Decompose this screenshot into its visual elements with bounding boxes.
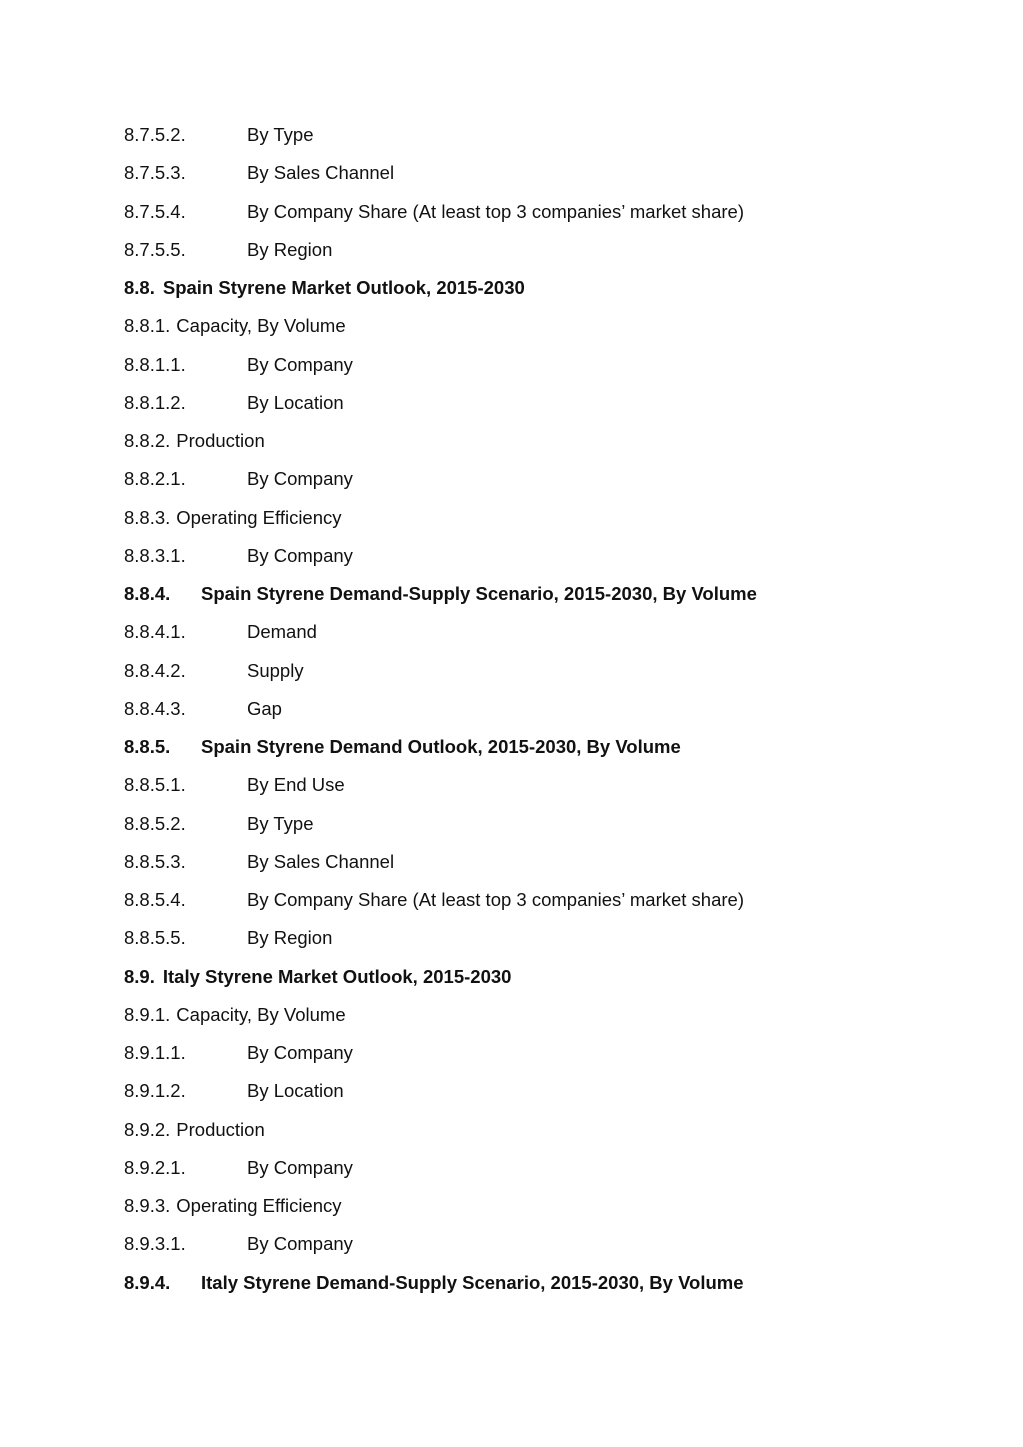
toc-entry-title: Operating Efficiency bbox=[176, 506, 342, 528]
toc-entry bbox=[124, 690, 984, 728]
toc-entry bbox=[124, 154, 984, 192]
toc-entry-number: 8.7.5.2. bbox=[124, 124, 186, 145]
toc-entry-number: 8.8.4.1. bbox=[124, 621, 186, 643]
toc-entry bbox=[124, 384, 984, 422]
toc-entry-number: 8.9.3.1. bbox=[124, 1233, 186, 1255]
toc-entry bbox=[124, 1034, 984, 1072]
toc-entry-title: Spain Styrene Demand-Supply Scenario, 2015-2030, By Volume bbox=[201, 583, 757, 604]
toc-entry bbox=[124, 116, 984, 154]
toc-entry bbox=[124, 919, 984, 957]
toc-entry-title: Demand bbox=[247, 621, 317, 643]
toc-entry-title: Production bbox=[176, 430, 265, 451]
toc-entry-number: 8.7.5.3. bbox=[124, 162, 186, 184]
toc-entry bbox=[124, 766, 984, 804]
toc-entry-title: By Company Share (At least top 3 companies’ market share) bbox=[247, 889, 744, 910]
toc-entry bbox=[124, 1187, 984, 1225]
toc-entry-title: By Company bbox=[247, 1156, 353, 1178]
toc-entry-number: 8.7.5.5. bbox=[124, 238, 186, 260]
toc-entry-number: 8.8.5. bbox=[124, 736, 171, 757]
toc-entry bbox=[124, 1149, 984, 1187]
toc-entry-title: By End Use bbox=[247, 774, 345, 796]
toc-entry bbox=[124, 1225, 984, 1263]
toc-entry-number: 8.8.4. bbox=[124, 583, 171, 604]
toc-entry bbox=[124, 996, 984, 1034]
table-of-contents bbox=[124, 116, 984, 1302]
toc-entry bbox=[124, 422, 984, 460]
toc-subsection-heading bbox=[124, 575, 984, 613]
toc-entry bbox=[124, 346, 984, 384]
toc-entry-title: By Sales Channel bbox=[247, 162, 395, 184]
toc-entry-title: By Company bbox=[247, 1233, 353, 1255]
toc-entry bbox=[124, 499, 984, 537]
toc-section-heading bbox=[124, 269, 984, 307]
toc-entry-title: By Type bbox=[247, 124, 314, 145]
toc-entry-number: 8.9.1.1. bbox=[124, 1042, 186, 1063]
toc-entry bbox=[124, 307, 984, 345]
toc-entry-number: 8.8.5.3. bbox=[124, 850, 186, 872]
toc-subsection-heading bbox=[124, 1264, 984, 1302]
toc-entry bbox=[124, 193, 984, 231]
toc-entry bbox=[124, 652, 984, 690]
toc-entry-number: 8.8.5.1. bbox=[124, 774, 186, 796]
toc-entry-number: 8.9.2.1. bbox=[124, 1156, 186, 1178]
toc-entry-title: Italy Styrene Demand-Supply Scenario, 2015-2030, By Volume bbox=[201, 1271, 744, 1293]
toc-entry-number: 8.9.1.2. bbox=[124, 1080, 186, 1102]
toc-entry-number: 8.8.2.1. bbox=[124, 468, 186, 490]
toc-entry-title: By Type bbox=[247, 812, 314, 834]
toc-section-heading bbox=[124, 958, 984, 996]
toc-entry-title: Operating Efficiency bbox=[176, 1195, 342, 1216]
toc-entry-title: By Location bbox=[247, 1080, 344, 1102]
toc-entry-title: Production bbox=[176, 1118, 265, 1140]
toc-entry-number: 8.7.5.4. bbox=[124, 200, 186, 222]
toc-entry-title: By Company bbox=[247, 468, 353, 490]
toc-entry-title: By Sales Channel bbox=[247, 850, 395, 872]
toc-entry bbox=[124, 805, 984, 843]
toc-entry-number: 8.9.3. bbox=[124, 1195, 171, 1216]
toc-entry-title: Capacity, By Volume bbox=[176, 315, 346, 337]
toc-entry bbox=[124, 843, 984, 881]
toc-entry-number: 8.8.5.2. bbox=[124, 812, 186, 834]
toc-entry-title: By Company bbox=[247, 353, 353, 375]
toc-entry-title: By Location bbox=[247, 391, 344, 413]
toc-entry-number: 8.8.2. bbox=[124, 430, 171, 451]
toc-entry-number: 8.9.1. bbox=[124, 1003, 171, 1025]
toc-entry-title: By Company bbox=[247, 1042, 353, 1063]
toc-entry bbox=[124, 1111, 984, 1149]
toc-entry-title: Capacity, By Volume bbox=[176, 1003, 346, 1025]
toc-entry bbox=[124, 460, 984, 498]
toc-entry-number: 8.8.1.2. bbox=[124, 391, 186, 413]
toc-entry-title: Italy Styrene Market Outlook, 2015-2030 bbox=[162, 965, 512, 987]
toc-entry-number: 8.8.5.5. bbox=[124, 927, 186, 949]
toc-entry bbox=[124, 881, 984, 919]
toc-entry bbox=[124, 231, 984, 269]
toc-entry-number: 8.8.5.4. bbox=[124, 889, 186, 910]
toc-subsection-heading bbox=[124, 728, 984, 766]
toc-entry bbox=[124, 537, 984, 575]
toc-entry-number: 8.9. bbox=[124, 965, 155, 987]
toc-entry-number: 8.8.1.1. bbox=[124, 353, 186, 375]
toc-entry-title: By Region bbox=[247, 238, 333, 260]
toc-entry-number: 8.8.3. bbox=[124, 506, 171, 528]
toc-entry-number: 8.8.4.2. bbox=[124, 659, 186, 681]
toc-entry bbox=[124, 613, 984, 651]
toc-entry bbox=[124, 1072, 984, 1110]
toc-entry-number: 8.9.4. bbox=[124, 1271, 171, 1293]
toc-entry-title: Gap bbox=[247, 697, 282, 719]
toc-entry-title: Spain Styrene Demand Outlook, 2015-2030, By Volume bbox=[201, 736, 681, 757]
toc-entry-title: By Company Share (At least top 3 companies’ market share) bbox=[247, 200, 744, 222]
toc-entry-number: 8.8.3.1. bbox=[124, 544, 186, 566]
toc-entry-title: By Company bbox=[247, 544, 353, 566]
toc-entry-title: Spain Styrene Market Outlook, 2015-2030 bbox=[162, 277, 525, 298]
toc-entry-number: 8.9.2. bbox=[124, 1118, 171, 1140]
toc-entry-title: By Region bbox=[247, 927, 333, 949]
toc-entry-number: 8.8.4.3. bbox=[124, 697, 186, 719]
toc-entry-number: 8.8.1. bbox=[124, 315, 171, 337]
toc-entry-number: 8.8. bbox=[124, 277, 155, 298]
toc-entry-title: Supply bbox=[247, 659, 304, 681]
